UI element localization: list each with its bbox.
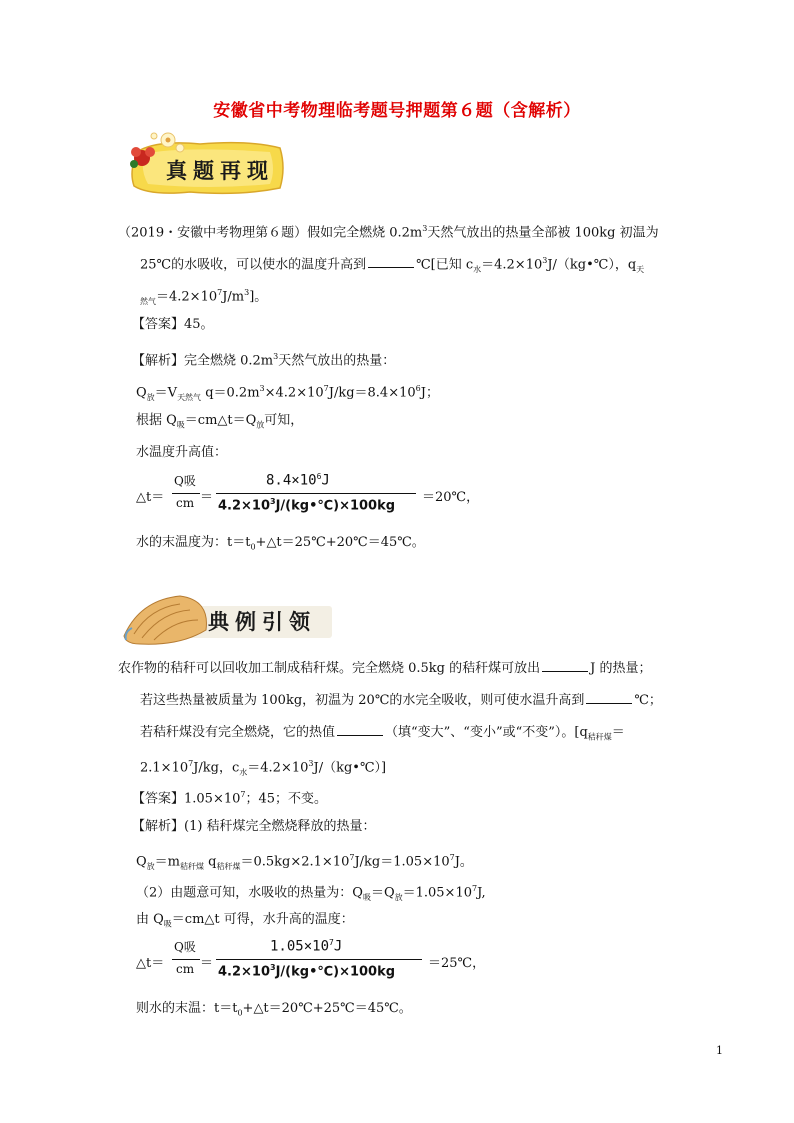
fraction-denominator: $4.2\times 10^3J/(kg•℃)\times 100kg$ bbox=[218, 497, 396, 514]
q2-eq1: $Q_放=m_{秸秆煤}$ $q_{秸秆煤}=0.5kg\times 2.1\times 10^7J/kg=1.05\times 10^7J$。 bbox=[136, 853, 473, 871]
q1-eq1: $Q_放=V_{天然气}$ $q=0.2m^3\times 4.2\times 10^7J/kg=8.4\times 10^6J$； bbox=[136, 384, 439, 402]
q2-line3: 若秸秆煤没有完全燃烧，它的热值 （填“变大”、“变小”或“不变”）。[$q_{秸秆煤}=$ bbox=[140, 725, 625, 742]
fraction-numerator: $8.4\times 10^6J$ bbox=[266, 472, 330, 489]
q1-line3: $_{然气}=4.2\times 10^7J/m^3$]。 bbox=[140, 288, 268, 306]
banner-zhenti-label: 真题再现 bbox=[166, 158, 274, 183]
answer-blank bbox=[542, 659, 588, 672]
q2-line4: $2.1\times 10^7J/kg$，$c_水=4.2\times 10^3J/(kg•℃)$] bbox=[140, 759, 387, 777]
answer-blank bbox=[337, 723, 383, 736]
q2-analysis: 【解析】(1) 秸秆煤完全燃烧释放的热量： bbox=[132, 819, 376, 834]
fraction-bar-small bbox=[172, 959, 200, 960]
q1-analysis: 【解析】完全燃烧 $0.2m^3$天然气放出的热量： bbox=[132, 352, 396, 369]
fraction-bar bbox=[216, 959, 422, 960]
fraction-bar-small bbox=[172, 493, 200, 494]
answer-blank bbox=[368, 255, 414, 268]
q2-eq3: 由 $Q_吸=cm\triangle t$ 可得，水升高的温度： bbox=[136, 912, 354, 929]
banner-dianli-label: 典例引领 bbox=[208, 609, 316, 634]
answer-blank bbox=[586, 691, 632, 704]
q1-line2: 25℃的水吸收，可以使水的温度升高到 ℃[已知 $c_水=4.2\times 10^3J/(kg•℃)$，$q_天$ bbox=[140, 256, 645, 274]
q2-answer: 【答案】$1.05\times 10^7$；45；不变。 bbox=[132, 790, 328, 807]
q1-line1: （2019・安徽中考物理第６题）假如完全燃烧 $0.2m^3$天然气放出的热量全部被 100kg 初温为 bbox=[118, 224, 659, 241]
q1-answer: 【答案】45。 bbox=[132, 317, 214, 332]
page-number: 1 bbox=[716, 1044, 723, 1057]
fraction-numerator: $1.05\times 10^7J$ bbox=[270, 938, 343, 955]
page-title: 安徽省中考物理临考题号押题第６题（含解析） bbox=[213, 101, 581, 121]
section-banner-dianli bbox=[120, 590, 336, 646]
q1-eq2: 根据 $Q_吸=cm\triangle t=Q_放$可知， bbox=[136, 413, 304, 430]
q1-eq3: 水温度升高值： bbox=[136, 445, 228, 460]
fraction-bar bbox=[216, 493, 416, 494]
section-banner-zhenti bbox=[120, 128, 286, 200]
q2-eq2: （2）由题意可知，水吸收的热量为：$Q_吸=Q_放=1.05\times 10^7J$, bbox=[136, 884, 486, 902]
q2-line1: 农作物的秸秆可以回收加工制成秸秆煤。完全燃烧 0.5kg 的秸秆煤可放出 J 的热量； bbox=[118, 661, 652, 676]
q2-final: 则水的末温：$t=t_0+\triangle t=20℃+25℃=45℃$。 bbox=[136, 1001, 412, 1018]
q1-fraction: △t＝ Q吸 cm ＝ $8.4\times 10^6J$ $4.2\times 10^3J/(kg•℃)\times 100kg$ ＝20℃， bbox=[136, 472, 480, 514]
q2-fraction: △t＝ Q吸 cm ＝ $1.05\times 10^7J$ $4.2\times 10^3J/(kg•℃)\times 100kg$ ＝25℃， bbox=[136, 938, 486, 980]
fraction-denominator: $4.2\times 10^3J/(kg•℃)\times 100kg$ bbox=[218, 963, 396, 980]
q1-final: 水的末温度为：$t=t_0+\triangle t=25℃+20℃=45℃$。 bbox=[136, 535, 425, 552]
q2-line2: 若这些热量被质量为 100kg，初温为 20℃的水完全吸收，则可使水温升高到 ℃； bbox=[140, 693, 662, 708]
